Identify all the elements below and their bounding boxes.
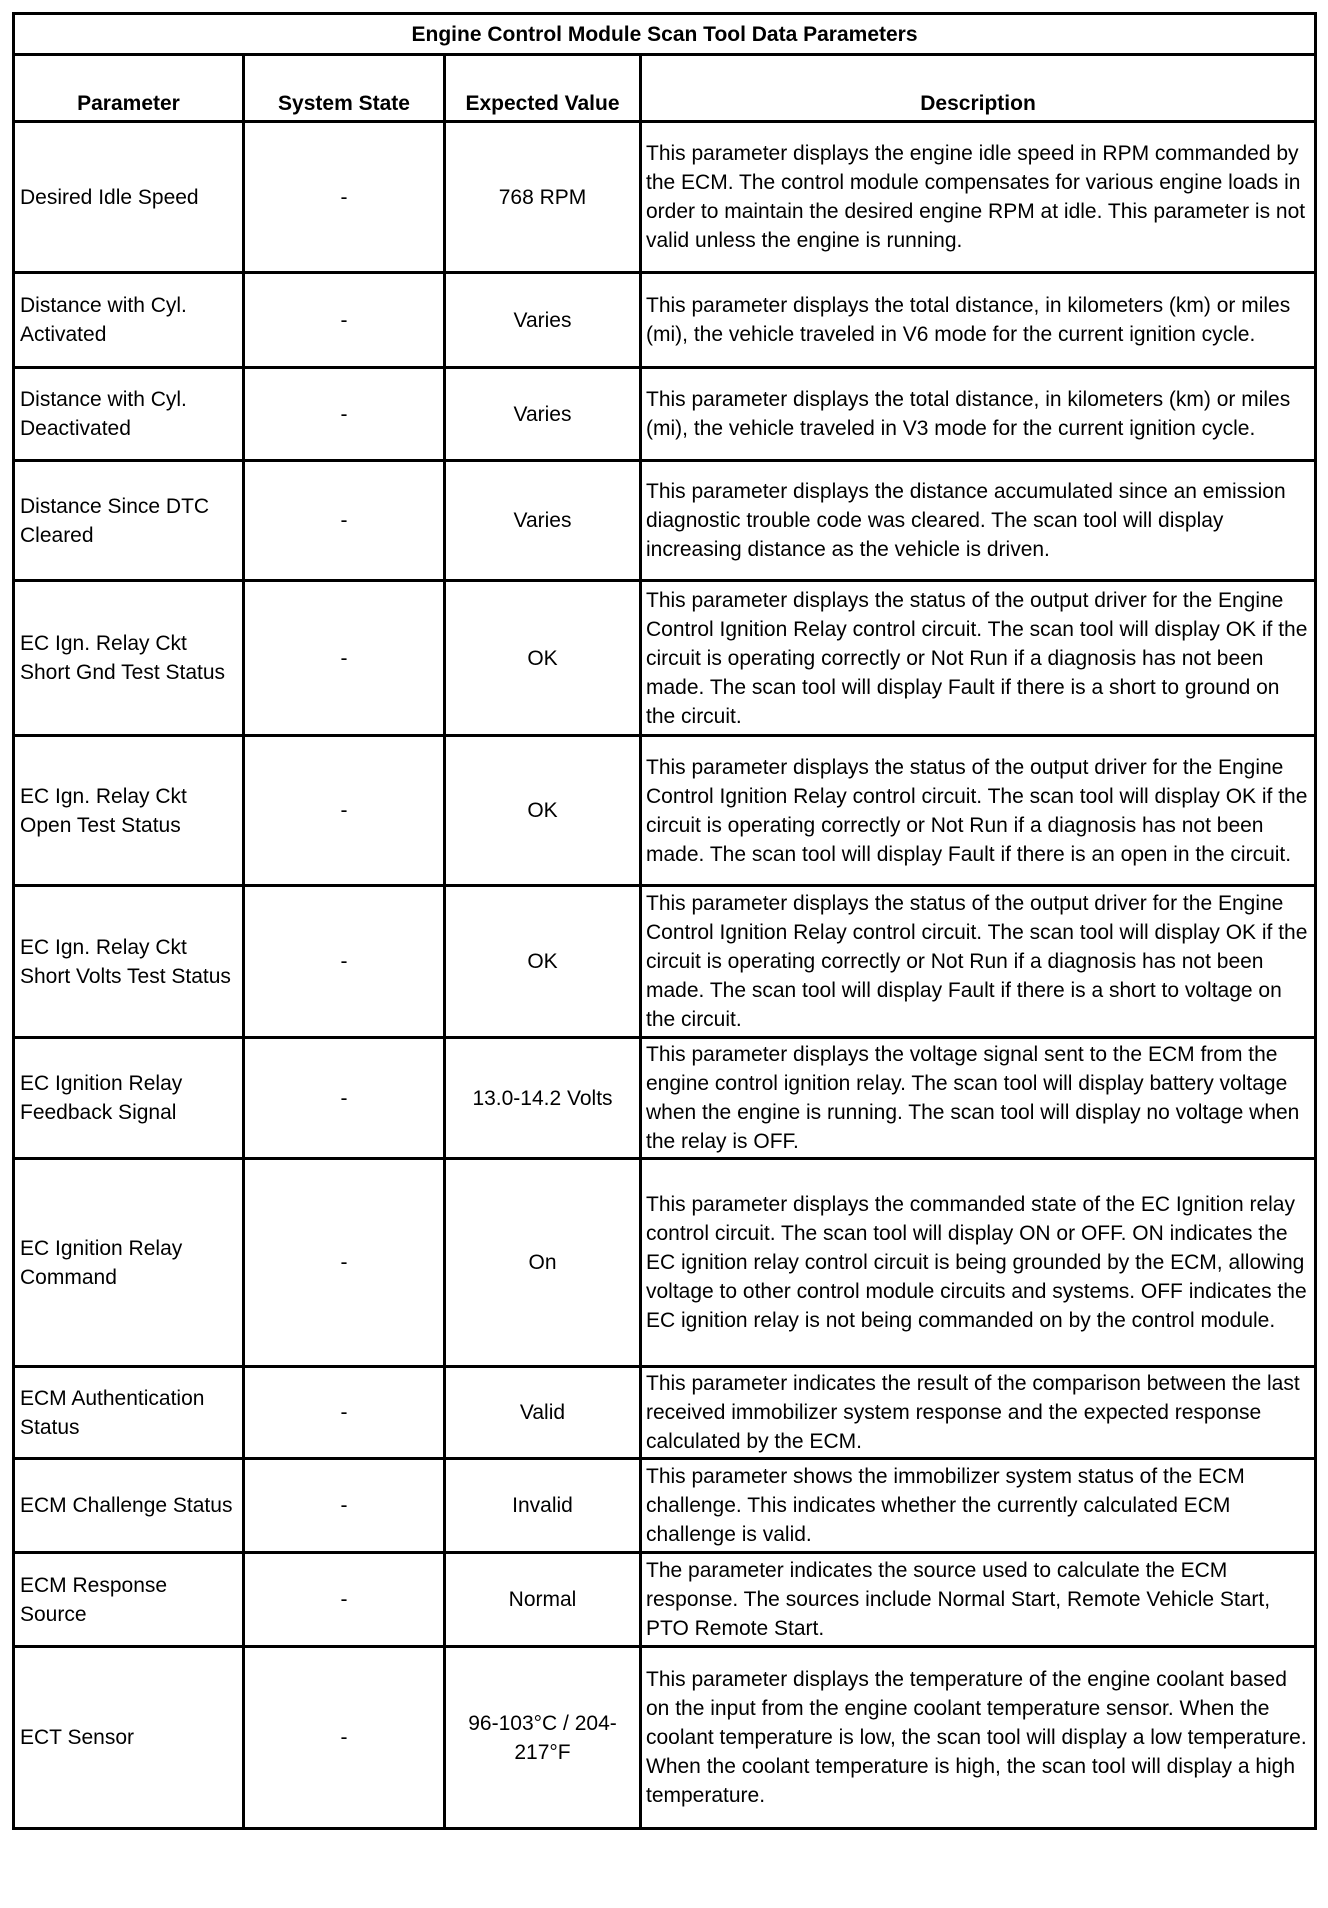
system-state-cell: - bbox=[244, 122, 445, 273]
expected-value-cell: 13.0-14.2 Volts bbox=[445, 1038, 641, 1159]
table-row bbox=[14, 368, 1316, 461]
table-row bbox=[14, 1159, 1316, 1367]
expected-value-cell: 96-103°C / 204-217°F bbox=[445, 1647, 641, 1829]
system-state-cell: - bbox=[244, 1367, 445, 1459]
scan-tool-data-table bbox=[12, 12, 1317, 1830]
table-row bbox=[14, 1647, 1316, 1829]
parameter-cell: EC Ignition Relay Feedback Signal bbox=[14, 1038, 244, 1159]
expected-value-cell: Normal bbox=[445, 1553, 641, 1647]
table-row bbox=[14, 1038, 1316, 1159]
expected-value-cell: Varies bbox=[445, 273, 641, 368]
table-row bbox=[14, 1553, 1316, 1647]
parameter-cell: Distance Since DTC Cleared bbox=[14, 461, 244, 581]
description-cell: This parameter displays the engine idle speed in RPM commanded by the ECM. The control module compensates for various engine loads in order to maintain the desired engine RPM at idle. This parameter is not valid unless the engine is running. bbox=[641, 122, 1316, 273]
description-cell: This parameter displays the commanded state of the EC Ignition relay control circuit. The scan tool will display ON or OFF. ON indicates the EC ignition relay control circuit is being grounded by the ECM, allowing voltage to other control module circuits and systems. OFF indicates the EC ignition relay is not being commanded on by the control module. bbox=[641, 1159, 1316, 1367]
system-state-cell: - bbox=[244, 581, 445, 736]
parameter-cell: EC Ign. Relay Ckt Short Volts Test Status bbox=[14, 886, 244, 1038]
header-expected-value: Expected Value bbox=[445, 55, 641, 122]
parameter-cell: ECM Response Source bbox=[14, 1553, 244, 1647]
system-state-cell: - bbox=[244, 368, 445, 461]
parameter-cell: Desired Idle Speed bbox=[14, 122, 244, 273]
table-row bbox=[14, 461, 1316, 581]
description-cell: This parameter displays the status of the output driver for the Engine Control Ignition Relay control circuit. The scan tool will display OK if the circuit is operating correctly or Not Run if a diagnosis has not been made. The scan tool will display Fault if there is an open in the circuit. bbox=[641, 736, 1316, 886]
description-cell: This parameter displays the voltage signal sent to the ECM from the engine control ignition relay. The scan tool will display battery voltage when the engine is running. The scan tool will display no voltage when the relay is OFF. bbox=[641, 1038, 1316, 1159]
expected-value-cell: Varies bbox=[445, 368, 641, 461]
table-row bbox=[14, 273, 1316, 368]
table-row bbox=[14, 886, 1316, 1038]
table-title: Engine Control Module Scan Tool Data Parameters bbox=[14, 14, 1316, 55]
system-state-cell: - bbox=[244, 736, 445, 886]
description-cell: This parameter displays the temperature of the engine coolant based on the input from the engine coolant temperature sensor. When the coolant temperature is low, the scan tool will display a low temperature. When the coolant temperature is high, the scan tool will display a high temperature. bbox=[641, 1647, 1316, 1829]
parameter-cell: EC Ign. Relay Ckt Open Test Status bbox=[14, 736, 244, 886]
expected-value-cell: OK bbox=[445, 736, 641, 886]
header-system-state: System State bbox=[244, 55, 445, 122]
parameter-cell: Distance with Cyl. Deactivated bbox=[14, 368, 244, 461]
description-cell: This parameter displays the status of the output driver for the Engine Control Ignition Relay control circuit. The scan tool will display OK if the circuit is operating correctly or Not Run if a diagnosis has not been made. The scan tool will display Fault if there is a short to voltage on the circuit. bbox=[641, 886, 1316, 1038]
header-parameter: Parameter bbox=[14, 55, 244, 122]
system-state-cell: - bbox=[244, 1038, 445, 1159]
expected-value-cell: Valid bbox=[445, 1367, 641, 1459]
system-state-cell: - bbox=[244, 1647, 445, 1829]
description-cell: This parameter displays the total distance, in kilometers (km) or miles (mi), the vehicle traveled in V6 mode for the current ignition cycle. bbox=[641, 273, 1316, 368]
system-state-cell: - bbox=[244, 1553, 445, 1647]
table-row bbox=[14, 1459, 1316, 1553]
parameter-cell: EC Ign. Relay Ckt Short Gnd Test Status bbox=[14, 581, 244, 736]
description-cell: This parameter indicates the result of the comparison between the last received immobilizer system response and the expected response calculated by the ECM. bbox=[641, 1367, 1316, 1459]
system-state-cell: - bbox=[244, 1459, 445, 1553]
parameter-cell: ECM Authentication Status bbox=[14, 1367, 244, 1459]
parameter-cell: EC Ignition Relay Command bbox=[14, 1159, 244, 1367]
table-row bbox=[14, 122, 1316, 273]
system-state-cell: - bbox=[244, 461, 445, 581]
header-description: Description bbox=[641, 55, 1316, 122]
expected-value-cell: On bbox=[445, 1159, 641, 1367]
expected-value-cell: 768 RPM bbox=[445, 122, 641, 273]
parameter-cell: ECM Challenge Status bbox=[14, 1459, 244, 1553]
table-row bbox=[14, 581, 1316, 736]
expected-value-cell: Invalid bbox=[445, 1459, 641, 1553]
parameter-cell: Distance with Cyl. Activated bbox=[14, 273, 244, 368]
expected-value-cell: OK bbox=[445, 886, 641, 1038]
table-row bbox=[14, 1367, 1316, 1459]
system-state-cell: - bbox=[244, 1159, 445, 1367]
system-state-cell: - bbox=[244, 886, 445, 1038]
description-cell: This parameter displays the total distance, in kilometers (km) or miles (mi), the vehicle traveled in V3 mode for the current ignition cycle. bbox=[641, 368, 1316, 461]
expected-value-cell: Varies bbox=[445, 461, 641, 581]
table-row bbox=[14, 736, 1316, 886]
description-cell: The parameter indicates the source used to calculate the ECM response. The sources include Normal Start, Remote Vehicle Start, PTO Remote Start. bbox=[641, 1553, 1316, 1647]
description-cell: This parameter displays the status of the output driver for the Engine Control Ignition Relay control circuit. The scan tool will display OK if the circuit is operating correctly or Not Run if a diagnosis has not been made. The scan tool will display Fault if there is a short to ground on the circuit. bbox=[641, 581, 1316, 736]
system-state-cell: - bbox=[244, 273, 445, 368]
description-cell: This parameter displays the distance accumulated since an emission diagnostic trouble code was cleared. The scan tool will display increasing distance as the vehicle is driven. bbox=[641, 461, 1316, 581]
description-cell: This parameter shows the immobilizer system status of the ECM challenge. This indicates whether the currently calculated ECM challenge is valid. bbox=[641, 1459, 1316, 1553]
parameter-cell: ECT Sensor bbox=[14, 1647, 244, 1829]
expected-value-cell: OK bbox=[445, 581, 641, 736]
